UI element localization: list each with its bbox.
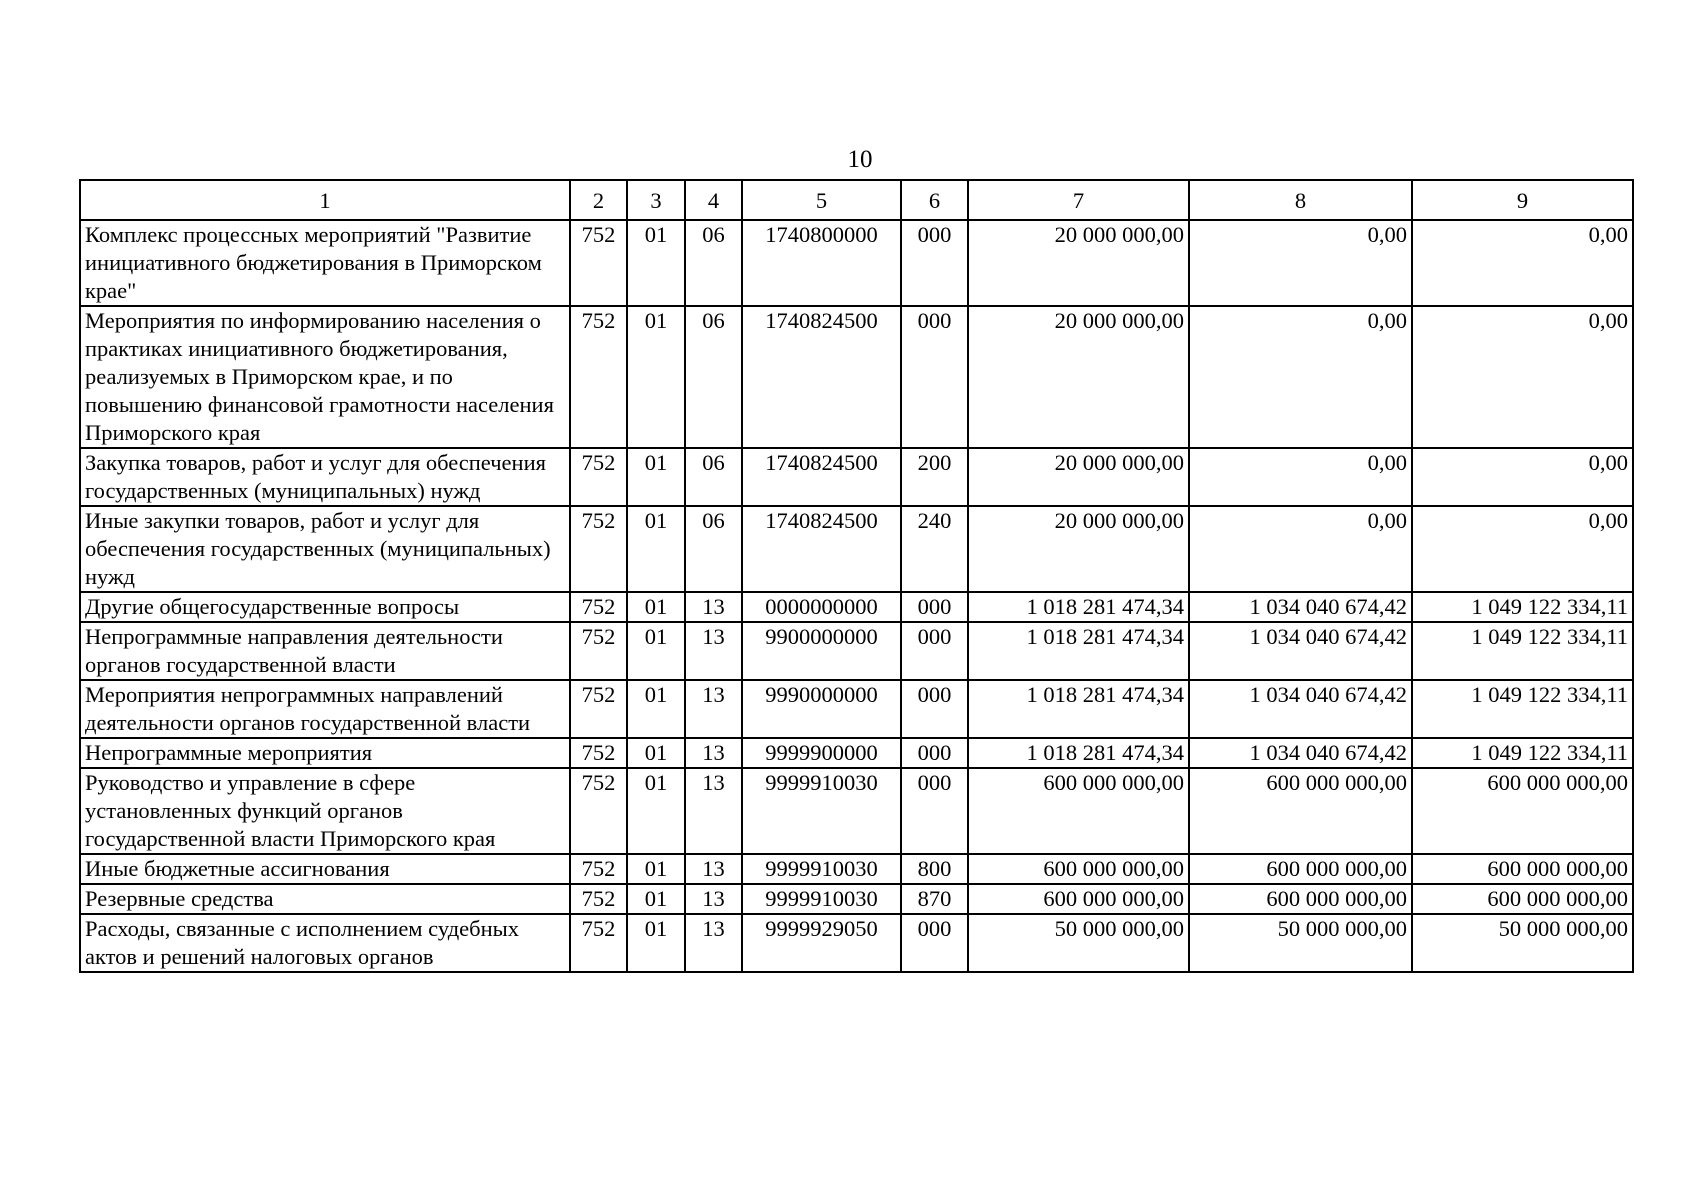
cell-amount-year3: 0,00 — [1412, 448, 1633, 506]
cell-subsection: 06 — [685, 448, 742, 506]
cell-target-article: 9999910030 — [742, 768, 901, 854]
cell-subsection: 13 — [685, 592, 742, 622]
cell-name: Непрограммные мероприятия — [80, 738, 570, 768]
cell-amount-year3: 0,00 — [1412, 220, 1633, 306]
cell-amount-year2: 0,00 — [1189, 220, 1412, 306]
cell-subsection: 13 — [685, 884, 742, 914]
cell-amount-year3: 1 049 122 334,11 — [1412, 680, 1633, 738]
cell-target-article: 9999900000 — [742, 738, 901, 768]
cell-section: 01 — [627, 306, 685, 448]
cell-section: 01 — [627, 622, 685, 680]
cell-amount-year1: 20 000 000,00 — [968, 306, 1189, 448]
table-row — [80, 220, 1633, 306]
cell-amount-year2: 600 000 000,00 — [1189, 768, 1412, 854]
table-row — [80, 768, 1633, 854]
cell-amount-year3: 50 000 000,00 — [1412, 914, 1633, 972]
cell-amount-year2: 0,00 — [1189, 506, 1412, 592]
cell-expense-type: 000 — [901, 914, 968, 972]
cell-expense-type: 000 — [901, 680, 968, 738]
cell-name: Иные бюджетные ассигнования — [80, 854, 570, 884]
cell-subsection: 06 — [685, 506, 742, 592]
cell-admin-code: 752 — [570, 738, 627, 768]
cell-section: 01 — [627, 914, 685, 972]
cell-target-article: 9990000000 — [742, 680, 901, 738]
cell-expense-type: 000 — [901, 622, 968, 680]
cell-amount-year2: 1 034 040 674,42 — [1189, 622, 1412, 680]
column-header: 2 — [570, 180, 627, 220]
cell-amount-year1: 20 000 000,00 — [968, 220, 1189, 306]
table-row — [80, 680, 1633, 738]
column-header: 3 — [627, 180, 685, 220]
cell-subsection: 13 — [685, 680, 742, 738]
cell-amount-year3: 1 049 122 334,11 — [1412, 622, 1633, 680]
cell-name: Непрограммные направления деятельности органов государственной власти — [80, 622, 570, 680]
cell-target-article: 1740824500 — [742, 506, 901, 592]
cell-subsection: 13 — [685, 738, 742, 768]
cell-section: 01 — [627, 220, 685, 306]
cell-amount-year1: 600 000 000,00 — [968, 854, 1189, 884]
cell-admin-code: 752 — [570, 592, 627, 622]
table-row — [80, 506, 1633, 592]
cell-target-article: 9999910030 — [742, 854, 901, 884]
cell-expense-type: 200 — [901, 448, 968, 506]
cell-name: Закупка товаров, работ и услуг для обеспечения государственных (муниципальных) нужд — [80, 448, 570, 506]
cell-expense-type: 000 — [901, 738, 968, 768]
cell-section: 01 — [627, 768, 685, 854]
cell-name: Мероприятия по информированию населения о практиках инициативного бюджетирования, реализуемых в Приморском крае, и по повышению финансовой грамотности населения Приморского края — [80, 306, 570, 448]
budget-table — [79, 179, 1634, 973]
cell-amount-year3: 0,00 — [1412, 306, 1633, 448]
cell-expense-type: 000 — [901, 768, 968, 854]
column-header: 5 — [742, 180, 901, 220]
table-row — [80, 448, 1633, 506]
cell-amount-year1: 50 000 000,00 — [968, 914, 1189, 972]
cell-name: Иные закупки товаров, работ и услуг для обеспечения государственных (муниципальных) нужд — [80, 506, 570, 592]
cell-amount-year1: 600 000 000,00 — [968, 884, 1189, 914]
table-row — [80, 854, 1633, 884]
cell-amount-year2: 50 000 000,00 — [1189, 914, 1412, 972]
cell-expense-type: 000 — [901, 306, 968, 448]
cell-expense-type: 800 — [901, 854, 968, 884]
table-row — [80, 306, 1633, 448]
cell-section: 01 — [627, 738, 685, 768]
cell-admin-code: 752 — [570, 854, 627, 884]
cell-target-article: 1740800000 — [742, 220, 901, 306]
cell-admin-code: 752 — [570, 884, 627, 914]
cell-amount-year2: 600 000 000,00 — [1189, 884, 1412, 914]
cell-section: 01 — [627, 448, 685, 506]
cell-admin-code: 752 — [570, 220, 627, 306]
cell-amount-year1: 1 018 281 474,34 — [968, 592, 1189, 622]
cell-name: Расходы, связанные с исполнением судебных актов и решений налоговых органов — [80, 914, 570, 972]
cell-admin-code: 752 — [570, 306, 627, 448]
cell-name: Другие общегосударственные вопросы — [80, 592, 570, 622]
column-header: 9 — [1412, 180, 1633, 220]
table-row — [80, 592, 1633, 622]
cell-admin-code: 752 — [570, 622, 627, 680]
cell-amount-year1: 20 000 000,00 — [968, 506, 1189, 592]
cell-target-article: 0000000000 — [742, 592, 901, 622]
cell-target-article: 1740824500 — [742, 306, 901, 448]
cell-amount-year2: 1 034 040 674,42 — [1189, 738, 1412, 768]
cell-subsection: 13 — [685, 622, 742, 680]
page-number: 10 — [847, 146, 873, 173]
cell-amount-year1: 1 018 281 474,34 — [968, 622, 1189, 680]
column-header: 6 — [901, 180, 968, 220]
cell-amount-year3: 0,00 — [1412, 506, 1633, 592]
cell-amount-year1: 600 000 000,00 — [968, 768, 1189, 854]
cell-amount-year1: 20 000 000,00 — [968, 448, 1189, 506]
table-row — [80, 914, 1633, 972]
column-header: 7 — [968, 180, 1189, 220]
column-header: 8 — [1189, 180, 1412, 220]
cell-admin-code: 752 — [570, 680, 627, 738]
cell-subsection: 13 — [685, 854, 742, 884]
cell-expense-type: 000 — [901, 592, 968, 622]
cell-amount-year3: 1 049 122 334,11 — [1412, 592, 1633, 622]
table-row — [80, 738, 1633, 768]
cell-amount-year1: 1 018 281 474,34 — [968, 680, 1189, 738]
cell-amount-year2: 0,00 — [1189, 306, 1412, 448]
cell-name: Резервные средства — [80, 884, 570, 914]
header-row — [80, 180, 1633, 220]
cell-expense-type: 240 — [901, 506, 968, 592]
cell-amount-year2: 1 034 040 674,42 — [1189, 680, 1412, 738]
cell-target-article: 9999910030 — [742, 884, 901, 914]
cell-target-article: 1740824500 — [742, 448, 901, 506]
cell-admin-code: 752 — [570, 768, 627, 854]
cell-admin-code: 752 — [570, 914, 627, 972]
cell-subsection: 06 — [685, 306, 742, 448]
cell-section: 01 — [627, 854, 685, 884]
cell-expense-type: 000 — [901, 220, 968, 306]
column-header: 1 — [80, 180, 570, 220]
cell-amount-year3: 600 000 000,00 — [1412, 768, 1633, 854]
cell-amount-year3: 600 000 000,00 — [1412, 854, 1633, 884]
table-body — [80, 220, 1633, 972]
cell-expense-type: 870 — [901, 884, 968, 914]
table-row — [80, 622, 1633, 680]
cell-subsection: 13 — [685, 768, 742, 854]
cell-section: 01 — [627, 506, 685, 592]
cell-name: Комплекс процессных мероприятий "Развитие инициативного бюджетирования в Приморском крае" — [80, 220, 570, 306]
cell-section: 01 — [627, 884, 685, 914]
column-header: 4 — [685, 180, 742, 220]
table-row — [80, 884, 1633, 914]
cell-amount-year2: 1 034 040 674,42 — [1189, 592, 1412, 622]
cell-amount-year1: 1 018 281 474,34 — [968, 738, 1189, 768]
cell-admin-code: 752 — [570, 506, 627, 592]
cell-target-article: 9999929050 — [742, 914, 901, 972]
cell-subsection: 13 — [685, 914, 742, 972]
cell-admin-code: 752 — [570, 448, 627, 506]
cell-amount-year2: 0,00 — [1189, 448, 1412, 506]
cell-amount-year3: 600 000 000,00 — [1412, 884, 1633, 914]
cell-name: Руководство и управление в сфере установленных функций органов государственной власти Приморского края — [80, 768, 570, 854]
cell-section: 01 — [627, 592, 685, 622]
cell-section: 01 — [627, 680, 685, 738]
cell-name: Мероприятия непрограммных направлений деятельности органов государственной власти — [80, 680, 570, 738]
cell-amount-year2: 600 000 000,00 — [1189, 854, 1412, 884]
cell-amount-year3: 1 049 122 334,11 — [1412, 738, 1633, 768]
cell-target-article: 9900000000 — [742, 622, 901, 680]
cell-subsection: 06 — [685, 220, 742, 306]
